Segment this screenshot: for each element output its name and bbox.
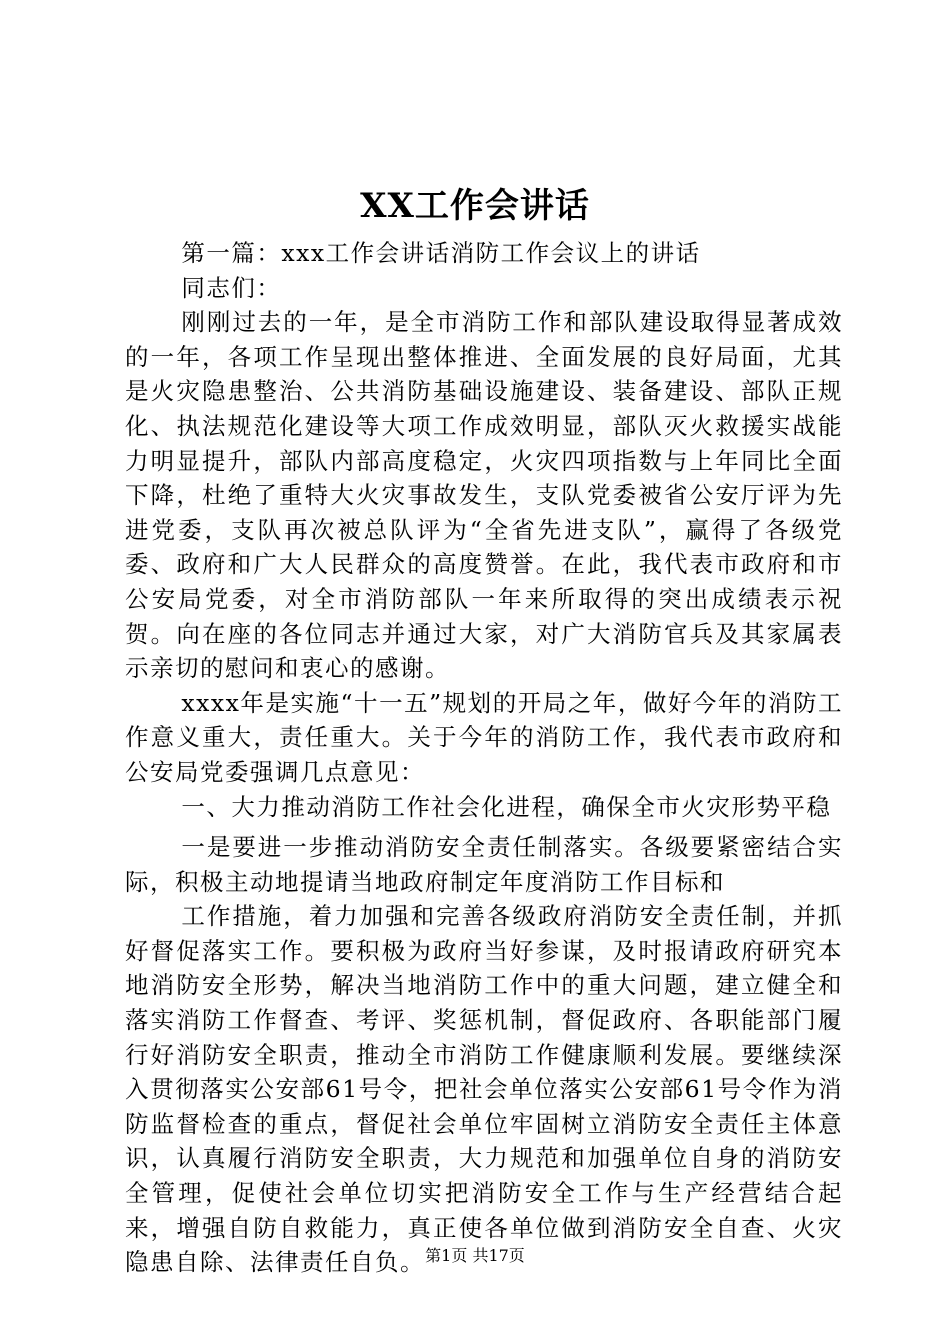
paragraph-measures: 工作措施，着力加强和完善各级政府消防安全责任制，并抓好督促落实工作。要积极为政府当好参谋，及时报请政府研究本地消防安全形势，解决当地消防工作中的重大问题，建立健全和落实消防工作督查、考评、奖惩机制，督促政府、各职能部门履行好消防安全职责，推动全市消防工作健康顺利发展。要继续深入贯彻落实公安部61号令，把社会单位落实公安部61号令作为消防监督检查的重点，督促社会单位牢固树立消防安全责任主体意识，认真履行消防安全职责，大力规范和加强单位自身的消防安全管理，促使社会单位切实把消防安全工作与生产经营结合起来，增强自防自救能力，真正使各单位做到消防安全自查、火灾隐患自除、法律责任自负。: [125, 902, 843, 1277]
paragraph-year-plan: xxxx年是实施“十一五”规划的开局之年，做好今年的消防工作意义重大，责任重大。关于今年的消防工作，我代表市政府和公安局党委强调几点意见：: [125, 688, 843, 786]
document-body: [125, 236, 843, 1280]
paragraph-salutation: 同志们：: [181, 273, 282, 302]
page-footer: 第1页 共17页: [425, 1246, 525, 1265]
paragraph-review: 刚刚过去的一年，是全市消防工作和部队建设取得显著成效的一年，各项工作呈现出整体推进、全面发展的良好局面，尤其是火灾隐患整治、公共消防基础设施建设、装备建设、部队正规化、执法规范化建设等大项工作成效明显，部队灭火救援实战能力明显提升，部队内部高度稳定，火灾四项指数与上年同比全面下降，杜绝了重特大火灾事故发生，支队党委被省公安厅评为先进党委，支队再次被总队评为“全省先进支队”，赢得了各级党委、政府和广大人民群众的高度赞誉。在此，我代表市政府和市公安局党委，对全市消防部队一年来所取得的突出成绩表示祝贺。向在座的各位同志并通过大家，对广大消防官兵及其家属表示亲切的慰问和衷心的感谢。: [125, 308, 843, 683]
paragraph-section-one-heading: 一、大力推动消防工作社会化进程，确保全市火灾形势平稳: [181, 792, 832, 821]
paragraph-point-one: 一是要进一步推动消防安全责任制落实。各级要紧密结合实际，积极主动地提请当地政府制定年度消防工作目标和: [125, 833, 843, 896]
paragraph-heading: 第一篇：xxx工作会讲话消防工作会议上的讲话: [181, 239, 701, 267]
document-title: XX工作会讲话: [360, 186, 590, 226]
